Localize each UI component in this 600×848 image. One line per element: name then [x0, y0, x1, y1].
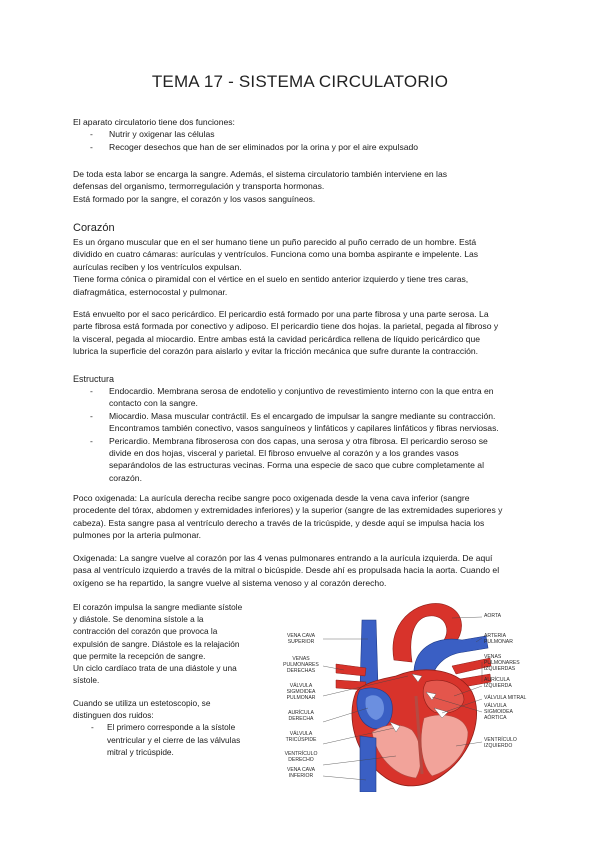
- label-valvula-sigmoidea-aortica: VÁLVULA SIGMOIDEA AÓRTICA: [484, 703, 513, 721]
- label-valvula-mitral: VÁLVULA MITRAL: [484, 695, 527, 701]
- section-heading-estructura: Estructura: [73, 374, 115, 384]
- text-line: De toda esta labor se encarga la sangre. Además, el sistema circulatorio también interviene en las: [73, 169, 448, 179]
- text-line: contracción del corazón que provoca la: [73, 626, 218, 637]
- intro-bullet: - Recoger desechos que han de ser eliminados por la orina y por el aire expulsado: [73, 141, 523, 153]
- intro-paragraph: [73, 116, 523, 153]
- label-auricula-derecha: AURÍCULA DERECHA: [288, 710, 314, 722]
- label-aorta: AORTA: [484, 613, 502, 619]
- text-line: procedente del tórax, abdomen y extremidades inferiores) y la superior (sangre de las extremidades superiores y: [73, 505, 503, 516]
- text-line: Poco oxigenada: La aurícula derecha recibe sangre poco oxigenada desde la vena cava inferior (sangre: [73, 493, 470, 503]
- label-venas-pulmonares-derechas: VENAS PULMONARES DERECHAS: [283, 656, 319, 674]
- text-line: Tiene forma cónica o piramidal con el vértice en el suelo en sentido anterior izquierdo y tiene tres caras,: [73, 274, 469, 285]
- functions-paragraph: [73, 168, 523, 205]
- list-item: - El primero corresponde a la sístole: [73, 721, 263, 733]
- text-line: distinguen dos ruidos:: [73, 710, 154, 721]
- list-item-cont: contacto con la sangre.: [109, 398, 198, 409]
- text-line: defensas del organismo, termorregulación y transporta hormonas.: [73, 181, 325, 192]
- label-vena-cava-superior: VENA CAVA SUPERIOR: [286, 633, 316, 645]
- text-line: Un ciclo cardíaco trata de una diástole y una: [73, 663, 237, 674]
- list-item-cont: corazón.: [109, 472, 142, 483]
- text-line: diafragmática, esternocostal y pulmonar.: [73, 286, 228, 297]
- intro-line: El aparato circulatorio tiene dos funciones:: [73, 117, 235, 127]
- diagram-labels: [276, 596, 530, 792]
- text-line: sístole.: [73, 675, 100, 686]
- text-line: y diástole. Se denomina sístole a la: [73, 614, 204, 625]
- label-auricula-izquierda: AURÍCULA IZQUIERDA: [484, 677, 512, 689]
- list-item: - Pericardio. Membrana fibroserosa con dos capas, una serosa y otra fibrosa. El pericardio seroso se: [73, 435, 523, 447]
- list-item: - Miocardio. Masa muscular contráctil. Es el encargado de impulsar la sangre mediante su contracción.: [73, 410, 523, 422]
- text-line: expulsión de sangre. Diástole es la relajación: [73, 638, 240, 649]
- intro-bullet: - Nutrir y oxigenar las células: [73, 128, 523, 140]
- label-ventriculo-izquierdo: VENTRÍCULO IZQUIERDO: [484, 737, 517, 749]
- label-valvula-sigmoidea-pulmonar: VÁLVULA SIGMOIDEA PULMONAR: [286, 683, 316, 701]
- section-heading-corazon: Corazón: [73, 222, 115, 234]
- poco-oxigenada-paragraph: [73, 492, 523, 542]
- ruidos-paragraph: [73, 697, 263, 758]
- text-line: cabeza). Esta sangre pasa al ventrículo derecho a través de la tricúspide, y desde aquí se impulsa hacia los: [73, 517, 485, 528]
- estructura-list: [73, 385, 523, 484]
- label-arteria-pulmonar: ARTERIA PULMONAR: [484, 633, 513, 645]
- text-line: Oxigenada: La sangre vuelve al corazón por las 4 venas pulmonares entrando a la aurícula izquierda. De aquí: [73, 553, 493, 563]
- list-item-cont: ventricular y el cierre de las válvulas: [107, 734, 241, 745]
- text-line: Cuando se utiliza un estetoscopio, se: [73, 698, 211, 708]
- oxigenada-paragraph: [73, 552, 523, 589]
- text-line: oxígeno se ha repartido, la sangre vuelve al sistema venoso y al corazón derecho.: [73, 577, 387, 588]
- list-item-cont: divide en dos hojas, visceral y parietal. El fibroso envuelve al corazón y a los grandes vasos: [109, 448, 459, 459]
- label-vena-cava-inferior: VENA CAVA INFERIOR: [286, 767, 316, 779]
- text-line: Está envuelto por el saco pericárdico. El pericardio está formado por una parte fibrosa y una parte serosa. La: [73, 309, 489, 319]
- text-line: la visceral, pegada al miocardio. Entre ambas está la cavidad pericárdica rellena de líquido pericárdico que: [73, 333, 480, 344]
- text-line: pasa al ventrículo izquierdo a través de la mitral o bicúspide. Desde ahí es propulsada hacia la aorta. Cuando el: [73, 565, 500, 576]
- list-item-cont: Encontramos también conectivo, vasos sanguíneos y linfáticos y capilares linfáticos y fibras nerviosas.: [109, 423, 499, 434]
- text-line: Es un órgano muscular que en el ser humano tiene un puño parecido al puño cerrado de un hombre. Está: [73, 237, 477, 247]
- label-venas-pulmonares-izquierdas: VENAS PULMONARES IZQUIERDAS: [484, 654, 520, 672]
- label-valvula-tricuspide: VÁLVULA TRICÚSPIDE: [285, 731, 317, 743]
- text-line: pulmones por la arteria pulmonar.: [73, 530, 202, 541]
- sistole-paragraph: [73, 601, 263, 686]
- page-title: TEMA 17 - SISTEMA CIRCULATORIO: [151, 72, 449, 91]
- list-item-cont: mitral y tricúspide.: [107, 746, 174, 757]
- list-item: - Endocardio. Membrana serosa de endotelio y conjuntivo de revestimiento interno con la que entra en: [73, 385, 523, 397]
- text-line: lubrica la superficie del corazón para aislarlo y evitar la fricción mecánica que sufre durante la contracción.: [73, 346, 479, 357]
- text-line: que permite la recepción de sangre.: [73, 650, 206, 661]
- text-line: dividido en cuatro cámaras: aurículas y ventrículos. Funciona como una bomba aspirante e impelente. Las: [73, 249, 479, 260]
- list-item-cont: separándolos de las estructuras vecinas. Forma una especie de saco que cubre completamente al: [109, 460, 484, 471]
- text-line: Está formado por la sangre, el corazón y los vasos sanguíneos.: [73, 193, 316, 204]
- text-line: El corazón impulsa la sangre mediante sístole: [73, 602, 243, 612]
- label-ventriculo-derecho: VENTRÍCULO DERECHO: [284, 751, 318, 763]
- corazon-paragraph: [73, 236, 523, 298]
- text-line: aurículas reciben y los ventrículos expulsan.: [73, 261, 242, 272]
- pericardio-paragraph: [73, 308, 523, 358]
- text-line: parte fibrosa está formada por conectivo y adiposo. El pericardio tiene dos hojas. la parietal, pegada al fibroso y: [73, 321, 499, 332]
